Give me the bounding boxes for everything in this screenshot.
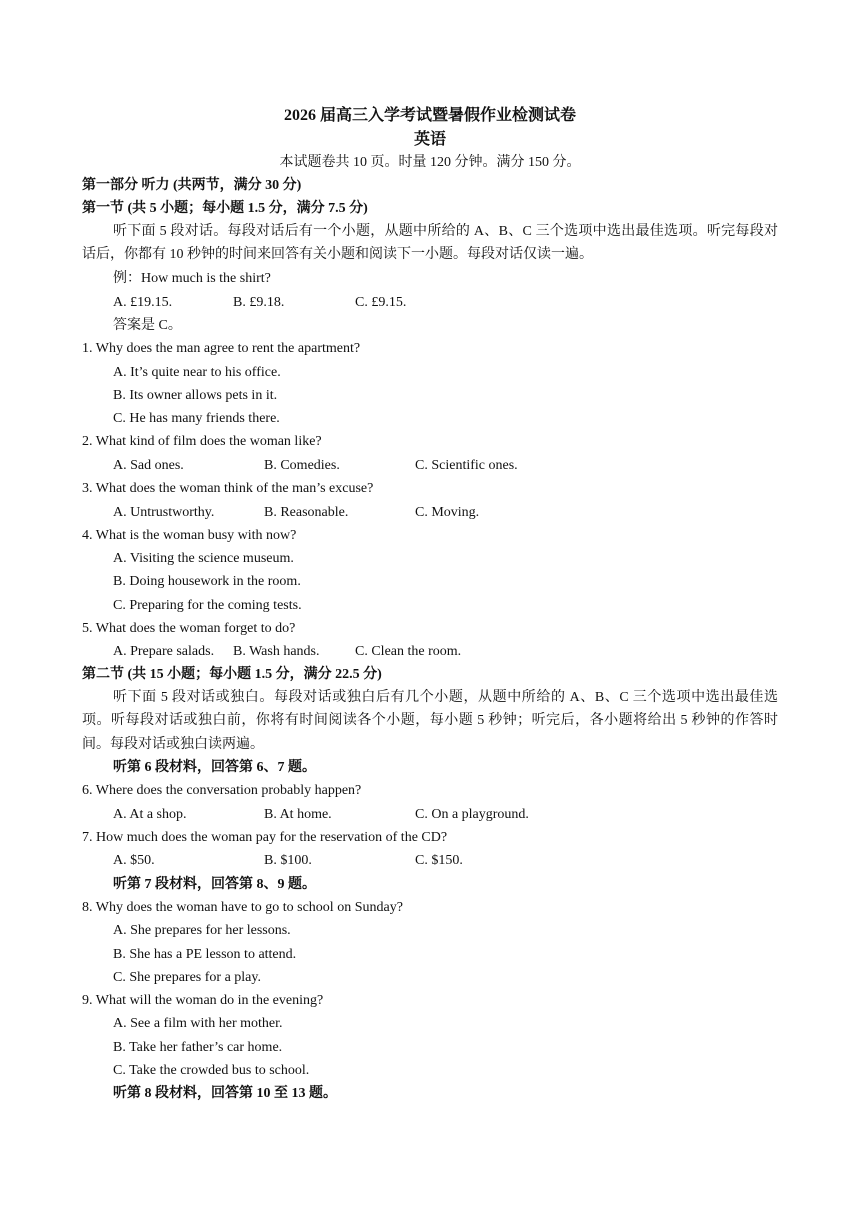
section2-heading: 第二节 (共 15 小题；每小题 1.5 分，满分 22.5 分) — [82, 667, 382, 682]
q4-option-b: B. Doing housework in the room. — [113, 574, 301, 589]
question-5: 5. What does the woman forget to do? — [82, 621, 296, 636]
q1-option-c: C. He has many friends there. — [113, 411, 280, 426]
q3-option-a: A. Untrustworthy. — [113, 505, 215, 520]
question-1: 1. Why does the man agree to rent the apartment? — [82, 341, 361, 356]
question-8: 8. Why does the woman have to go to school on Sunday? — [82, 900, 403, 915]
q2-option-b: B. Comedies. — [264, 458, 340, 473]
question-6: 6. Where does the conversation probably happen? — [82, 783, 362, 798]
subject-title: 英语 — [413, 131, 446, 148]
q6-option-c: C. On a playground. — [415, 807, 529, 822]
example-option-c: C. £9.15. — [355, 295, 407, 310]
q8-option-c: C. She prepares for a play. — [113, 970, 261, 985]
q4-option-c: C. Preparing for the coming tests. — [113, 598, 302, 613]
q3-option-c: C. Moving. — [415, 505, 480, 520]
question-9: 9. What will the woman do in the evening? — [82, 993, 324, 1008]
q6-option-a: A. At a shop. — [113, 807, 187, 822]
question-3: 3. What does the woman think of the man’s excuse? — [82, 481, 374, 496]
q7-option-a: A. $50. — [113, 853, 155, 868]
exam-title: 2026 届高三入学考试暨暑假作业检测试卷 — [283, 107, 576, 124]
question-4: 4. What is the woman busy with now? — [82, 528, 297, 543]
material-6-heading: 听第 6 段材料，回答第 6、7 题。 — [113, 760, 316, 775]
example-question: 例：How much is the shirt? — [113, 271, 271, 286]
q9-option-c: C. Take the crowded bus to school. — [113, 1063, 310, 1078]
question-7: 7. How much does the woman pay for the reservation of the CD? — [82, 830, 448, 845]
question-2: 2. What kind of film does the woman like? — [82, 434, 322, 449]
section1-heading: 第一节 (共 5 小题；每小题 1.5 分，满分 7.5 分) — [82, 201, 368, 216]
section1-instructions: 听下面 5 段对话。每段对话后有一个小题，从题中所给的 A、B、C 三个选项中选出最佳选项。听完每段对话后，你都有 10 秒钟的时间来回答有关小题和阅读下一小题。每段对话仅读一遍。 — [82, 224, 778, 263]
part1-heading: 第一部分 听力 (共两节，满分 30 分) — [82, 178, 302, 193]
example-option-a: A. £19.15. — [113, 295, 173, 310]
q5-option-a: A. Prepare salads. — [113, 644, 215, 659]
q1-option-b: B. Its owner allows pets in it. — [113, 388, 278, 403]
q2-option-a: A. Sad ones. — [113, 458, 184, 473]
exam-info: 本试题卷共 10 页。时量 120 分钟。满分 150 分。 — [279, 155, 581, 170]
example-option-b: B. £9.18. — [233, 295, 285, 310]
q3-option-b: B. Reasonable. — [264, 505, 349, 520]
q2-option-c: C. Scientific ones. — [415, 458, 518, 473]
q7-option-c: C. $150. — [415, 853, 463, 868]
example-answer: 答案是 C。 — [113, 318, 182, 333]
q9-option-b: B. Take her father’s car home. — [113, 1040, 283, 1055]
material-7-heading: 听第 7 段材料，回答第 8、9 题。 — [113, 877, 316, 892]
q1-option-a: A. It’s quite near to his office. — [113, 365, 281, 380]
q8-option-a: A. She prepares for her lessons. — [113, 923, 291, 938]
section2-instructions: 听下面 5 段对话或独白。每段对话或独白后有几个小题，从题中所给的 A、B、C 三个选项中选出最佳选项。听每段对话或独白前，你将有时间阅读各个小题，每小题 5 秒钟；听完后，各小题将给出 5 秒钟的作答时间。每段对话或独白读两遍。 — [82, 690, 778, 752]
q8-option-b: B. She has a PE lesson to attend. — [113, 947, 297, 962]
q7-option-b: B. $100. — [264, 853, 312, 868]
material-8-heading: 听第 8 段材料，回答第 10 至 13 题。 — [113, 1086, 337, 1101]
q4-option-a: A. Visiting the science museum. — [113, 551, 294, 566]
q5-option-c: C. Clean the room. — [355, 644, 462, 659]
q5-option-b: B. Wash hands. — [233, 644, 320, 659]
q9-option-a: A. See a film with her mother. — [113, 1016, 283, 1031]
q6-option-b: B. At home. — [264, 807, 332, 822]
